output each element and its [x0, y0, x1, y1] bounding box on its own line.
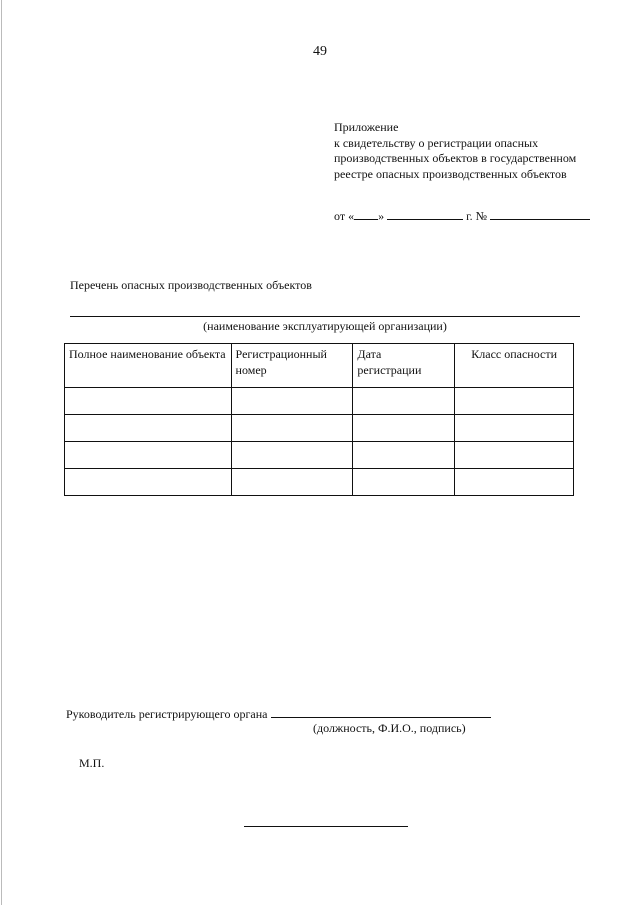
day-blank[interactable]: [354, 207, 378, 220]
column-header-text: Регистрационный: [235, 347, 327, 361]
month-year-blank[interactable]: [387, 207, 463, 220]
column-header-registration-number: [231, 344, 353, 388]
table-cell[interactable]: [65, 469, 232, 496]
appendix-header: [334, 120, 576, 182]
table-cell[interactable]: [65, 442, 232, 469]
signature-line: [66, 705, 491, 722]
table-header-row: [65, 344, 574, 388]
table-cell[interactable]: [353, 442, 455, 469]
organization-name-blank[interactable]: [70, 316, 580, 317]
appendix-line: реестре опасных производственных объектов: [334, 166, 567, 181]
column-header-object-name: [65, 344, 232, 388]
table-cell[interactable]: [353, 415, 455, 442]
page-number: 49: [313, 44, 327, 59]
table-cell[interactable]: [455, 415, 574, 442]
column-header-text: Класс опасности: [471, 347, 558, 361]
number-blank[interactable]: [490, 207, 590, 220]
column-header-text: Дата: [357, 347, 382, 361]
date-quote-close: »: [378, 209, 385, 223]
table-row: [65, 415, 574, 442]
table-cell[interactable]: [455, 469, 574, 496]
number-sign: №: [475, 209, 488, 223]
bottom-rule: [244, 826, 408, 827]
appendix-line: Приложение: [334, 120, 399, 134]
table-row: [65, 388, 574, 415]
table-cell[interactable]: [231, 388, 353, 415]
table-row: [65, 442, 574, 469]
table-cell[interactable]: [65, 415, 232, 442]
signature-label: Руководитель регистрирующего органа: [66, 707, 268, 721]
table-cell[interactable]: [353, 388, 455, 415]
table-cell[interactable]: [231, 469, 353, 496]
column-header-text: Полное наименование объекта: [69, 347, 226, 361]
table-cell[interactable]: [455, 388, 574, 415]
column-header-text: регистрации: [357, 363, 422, 377]
column-header-registration-date: [353, 344, 455, 388]
table-cell[interactable]: [353, 469, 455, 496]
date-from-label: от «: [334, 209, 355, 223]
table-cell[interactable]: [231, 442, 353, 469]
organization-caption: (наименование эксплуатирующей организации): [203, 319, 447, 333]
date-number-line: [334, 207, 590, 224]
list-title: Перечень опасных производственных объектов: [70, 278, 312, 292]
table-cell[interactable]: [231, 415, 353, 442]
column-header-hazard-class: [455, 344, 574, 388]
table-cell[interactable]: [65, 388, 232, 415]
appendix-line: производственных объектов в государственном: [334, 151, 577, 165]
stamp-place: М.П.: [79, 756, 105, 770]
signature-blank[interactable]: [271, 705, 491, 718]
column-header-text: номер: [235, 363, 267, 377]
year-label: г.: [466, 209, 473, 223]
table-cell[interactable]: [455, 442, 574, 469]
objects-table: [64, 343, 574, 496]
signature-caption: (должность, Ф.И.О., подпись): [313, 721, 466, 735]
scan-edge: [1, 0, 2, 905]
table-row: [65, 469, 574, 496]
appendix-line: к свидетельству о регистрации опасных: [334, 135, 539, 150]
